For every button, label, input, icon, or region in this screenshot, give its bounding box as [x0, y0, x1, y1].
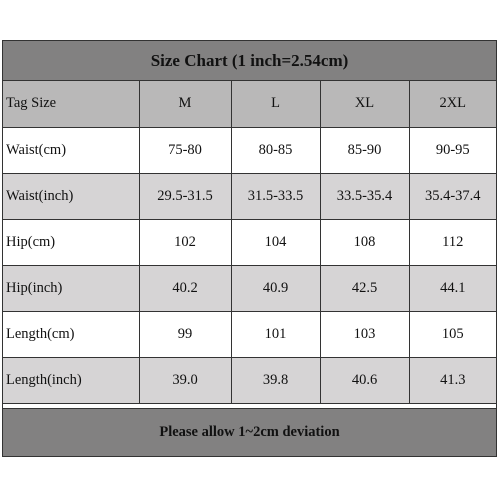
row-label: Hip(inch): [3, 265, 139, 311]
header-cell-l: L: [231, 81, 320, 127]
table-header-row: [3, 81, 496, 127]
table-cell: 35.4-37.4: [409, 173, 496, 219]
table-cell: 104: [231, 219, 320, 265]
table-cell: 108: [320, 219, 409, 265]
table-cell: 80-85: [231, 127, 320, 173]
table-cell: 99: [139, 311, 231, 357]
table-cell: 102: [139, 219, 231, 265]
table-row-waist-inch: [3, 173, 496, 219]
row-label: Waist(inch): [3, 173, 139, 219]
row-label: Waist(cm): [3, 127, 139, 173]
table-cell: 103: [320, 311, 409, 357]
header-cell-m: M: [139, 81, 231, 127]
table-cell: 33.5-35.4: [320, 173, 409, 219]
table-cell: 39.0: [139, 357, 231, 403]
table-cell: 75-80: [139, 127, 231, 173]
table-cell: 40.9: [231, 265, 320, 311]
table-cell: 85-90: [320, 127, 409, 173]
table-cell: 41.3: [409, 357, 496, 403]
header-cell-xl: XL: [320, 81, 409, 127]
header-cell-tag-size: Tag Size: [3, 81, 139, 127]
table-cell: 29.5-31.5: [139, 173, 231, 219]
table-cell: 90-95: [409, 127, 496, 173]
table-row-length-inch: [3, 357, 496, 403]
table-cell: 112: [409, 219, 496, 265]
header-cell-2xl: 2XL: [409, 81, 496, 127]
table-cell: 105: [409, 311, 496, 357]
size-chart: [2, 40, 497, 457]
table-row-waist-cm: [3, 127, 496, 173]
size-table: [3, 81, 496, 404]
deviation-note: Please allow 1~2cm deviation: [3, 408, 496, 456]
table-cell: 31.5-33.5: [231, 173, 320, 219]
table-cell: 42.5: [320, 265, 409, 311]
table-cell: 101: [231, 311, 320, 357]
row-label: Hip(cm): [3, 219, 139, 265]
table-cell: 40.6: [320, 357, 409, 403]
table-row-length-cm: [3, 311, 496, 357]
row-label: Length(cm): [3, 311, 139, 357]
table-row-hip-inch: [3, 265, 496, 311]
table-cell: 40.2: [139, 265, 231, 311]
table-cell: 44.1: [409, 265, 496, 311]
table-cell: 39.8: [231, 357, 320, 403]
chart-title: Size Chart (1 inch=2.54cm): [3, 41, 496, 81]
table-row-hip-cm: [3, 219, 496, 265]
row-label: Length(inch): [3, 357, 139, 403]
